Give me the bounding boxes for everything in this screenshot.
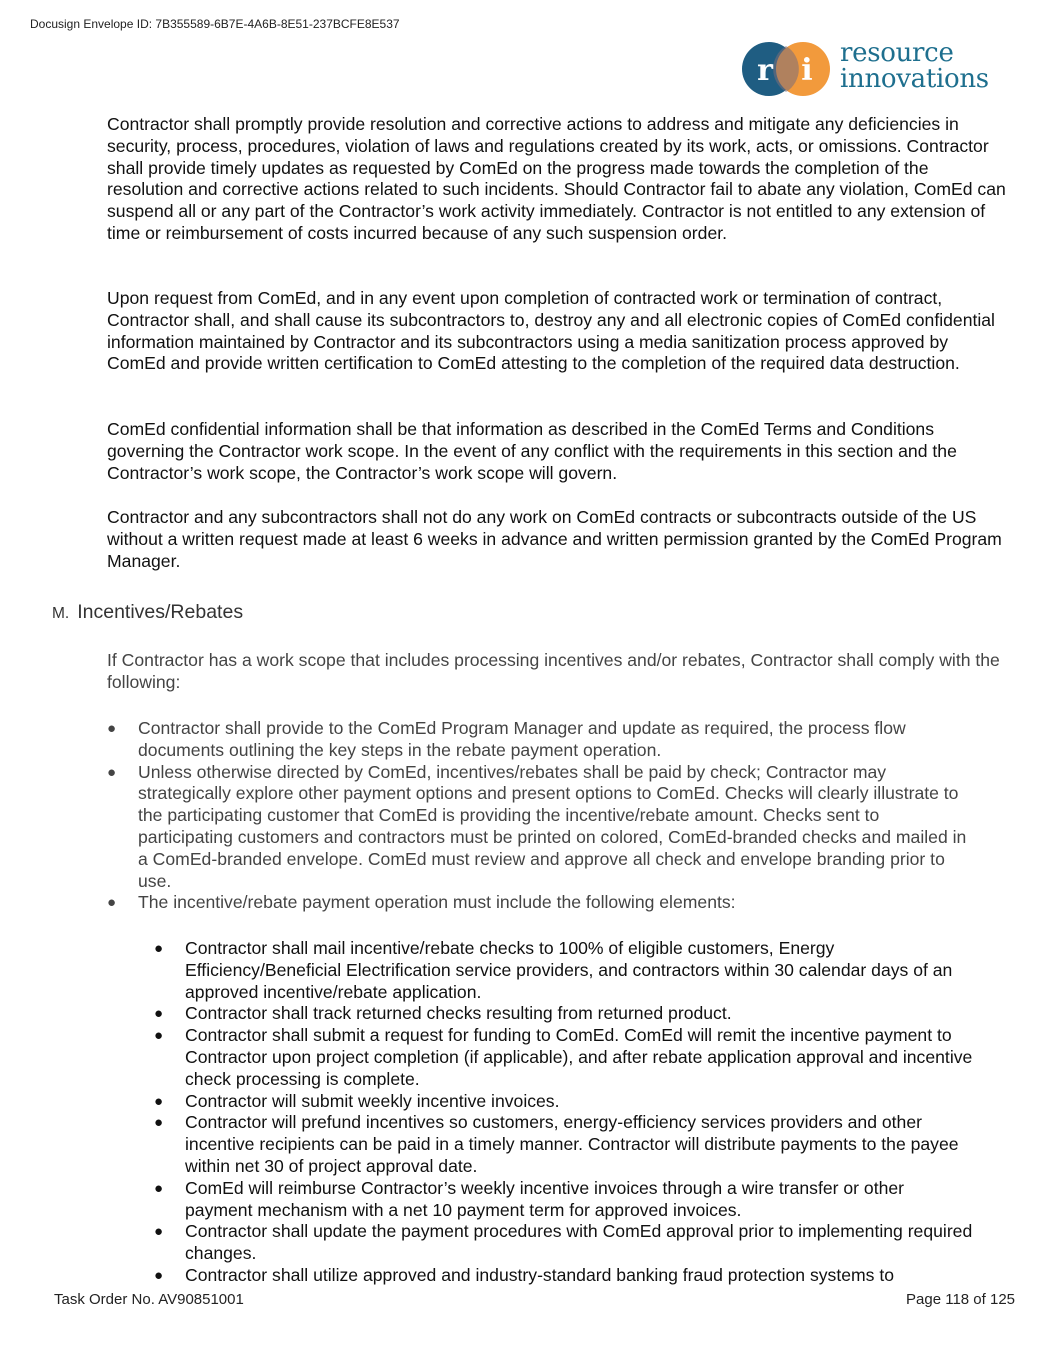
section-title: Incentives/Rebates: [77, 601, 244, 623]
bullet-icon: ●: [154, 1027, 164, 1045]
paragraph-confidential-information: ComEd confidential information shall be that information as described in the ComEd Terms and Conditions governing the Contractor work scope. In the event of any conflict with the requirements in this section and the Contractor’s work scope, the Contractor’s work scope will govern.: [107, 419, 957, 483]
logo-mark-i: i: [801, 53, 813, 88]
footer-page-number: Page 118 of 125: [906, 1291, 1015, 1308]
bullet-icon: ●: [154, 1179, 164, 1197]
logo-line-resource: resource: [840, 38, 954, 68]
bullet-icon: ●: [154, 1092, 164, 1110]
list-item: ● Unless otherwise directed by ComEd, incentives/rebates shall be paid by check; Contractor may strategically explore other payment options and present options to ComEd. Checks will clearly illustrate to the participating customer that ComEd is providing the incentive/rebate amount. Checks sent to participating customers and contractors must be printed on colored, ComEd-branded checks and mailed in a ComEd-branded envelope. ComEd must review and approve all check and envelope branding prior to use.: [107, 761, 967, 891]
logo-wordmark: [840, 40, 989, 92]
list-item: ● Contractor shall track returned checks resulting from returned product.: [154, 1003, 732, 1024]
bullet-icon: ●: [107, 894, 117, 912]
section-heading-incentives: [52, 601, 243, 624]
logo-mark-r: r: [757, 53, 773, 88]
list-item: ● Contractor shall provide to the ComEd Program Manager and update as required, the process flow documents outlining the key steps in the rebate payment operation.: [107, 718, 906, 760]
paragraph-corrective-actions: Contractor shall promptly provide resolution and corrective actions to address and mitigate any deficiencies in security, process, procedures, violation of laws and regulations created by its work, acts, or omissions. Contractor shall provide timely updates as requested by ComEd on the progress made towards the completion of the resolution and corrective actions related to such incidents. Should Contractor fail to abate any violation, ComEd can suspend all or any part of the Contractor’s work activity immediately. Contractor is not entitled to any extension of time or reimbursement of costs incurred because of any such suspension order.: [107, 114, 1006, 243]
bullet-icon: ●: [154, 1266, 164, 1284]
bullet-icon: ●: [107, 720, 117, 737]
list-item: ● Contractor shall utilize approved and industry-standard banking fraud protection systems to: [154, 1264, 895, 1285]
logo-mark-icon: [741, 40, 837, 98]
docusign-envelope-id: Docusign Envelope ID: 7B355589-6B7E-4A6B-8E51-237BCFE8E537: [30, 17, 400, 31]
paragraph-offshore-work: Contractor and any subcontractors shall not do any work on ComEd contracts or subcontracts outside of the US without a written request made at least 6 weeks in advance and written permission granted by the ComEd Program Manager.: [107, 507, 1002, 571]
payment-elements-list: [154, 938, 975, 1287]
list-item: ● Contractor shall submit a request for funding to ComEd. ComEd will remit the incentive payment to Contractor upon project completion (if applicable), and after rebate application approval and incentive check processing is complete.: [154, 1025, 973, 1089]
list-item: ● Contractor will submit weekly incentive invoices.: [154, 1090, 560, 1111]
bullet-icon: ●: [154, 940, 164, 957]
list-item: ● Contractor will prefund incentives so customers, energy-efficiency services providers and other incentive recipients can be paid in a timely manner. Contractor will distribute payments to the payee within net 30 of project approval date.: [154, 1112, 959, 1176]
list-item: ● The incentive/rebate payment operation must include the following elements:: [107, 892, 736, 913]
logo-line-innovations: innovations: [840, 64, 989, 94]
paragraph-data-destruction: Upon request from ComEd, and in any event upon completion of contracted work or termination of contract, Contractor shall, and shall cause its subcontractors to, destroy any and all electronic copies of ComEd confidential information maintained by Contractor and its subcontractors using a media sanitization process approved by ComEd and provide written certification to ComEd attesting to the completion of the required data destruction.: [107, 288, 995, 374]
section-letter: M.: [52, 605, 70, 622]
incentive-requirements-list: [107, 718, 978, 914]
bullet-icon: ●: [154, 1114, 164, 1132]
bullet-icon: ●: [154, 1005, 164, 1023]
list-item: ● Contractor shall update the payment procedures with ComEd approval prior to implementing required changes.: [154, 1221, 973, 1264]
footer-task-order: Task Order No. AV90851001: [54, 1291, 244, 1308]
bullet-icon: ●: [154, 1223, 164, 1241]
resource-innovations-logo: [741, 40, 1021, 98]
list-item: ● ComEd will reimburse Contractor’s weekly incentive invoices through a wire transfer or other payment mechanism with a net 10 payment term for approved invoices.: [154, 1177, 905, 1220]
list-item: ● Contractor shall mail incentive/rebate checks to 100% of eligible customers, Energy Efficiency/Beneficial Electrification service providers, and contractors within 30 calendar days of an approved incentive/rebate application.: [154, 938, 953, 1002]
bullet-icon: ●: [107, 763, 117, 781]
section-intro: If Contractor has a work scope that includes processing incentives and/or rebates, Contractor shall comply with the following:: [107, 650, 1000, 692]
